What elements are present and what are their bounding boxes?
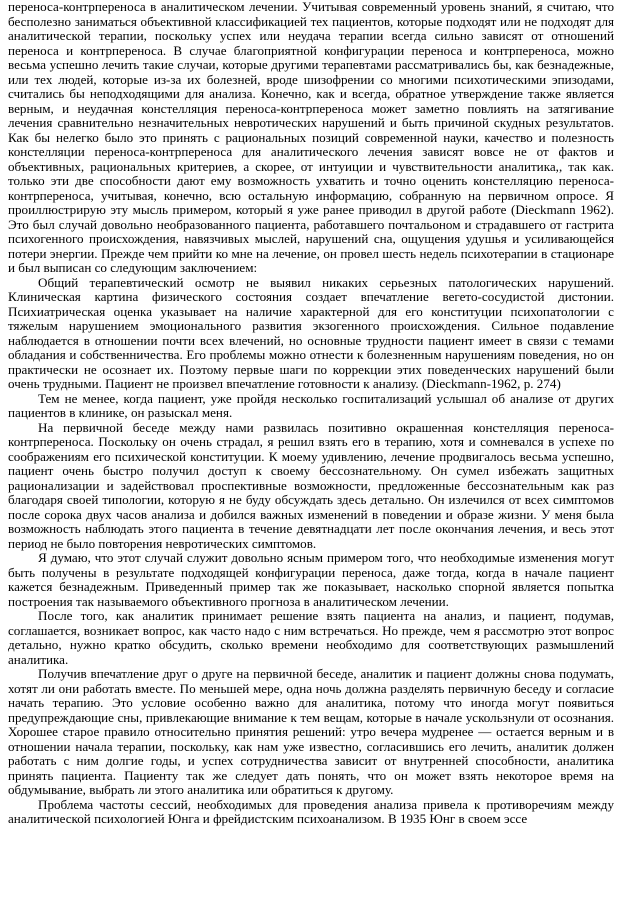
- paragraph-reflection-time: Получив впечатление друг о друге на первичной беседе, аналитик и пациент должны снова подумать, хотят ли они работать вместе. По меньшей мере, одна ночь должна разделять первичную беседу и согласие начать терапию. Это условие особенно важно для аналитика, потому что иногда могут появиться предупреждающие сны, привлекающие внимание к тем вещам, которые в начале ускользнули от осознания. Хорошее старое правило относительно принятия решений: утро вечера мудренее — остается верным и в отношении начала терапии, поскольку, как нам уже известно, согласившись его лечить, аналитик должен работать с ним долгие годы, и успех сотрудничества зависит от внутренней способности, аналитика принять пациента. Пациенту так же следует дать понять, что он может взять некоторое время на обдумывание, выбрать ли этого аналитика или обратиться к другому.: [8, 666, 614, 797]
- paragraph-example-conclusion: Я думаю, что этот случай служит довольно ясным примером того, что необходимые изменения могут быть получены в результате подходящей конфигурации переноса, даже тогда, когда в начале пациент кажется безнадежным. Приведенный пример так же показывает, насколько спорной является попытка построения так называемого объективного прогноза в аналитическом лечении.: [8, 550, 614, 609]
- paragraph-clinical-quote: Общий терапевтический осмотр не выявил никаких серьезных патологических нарушений. Клиническая картина физического состояния создает впечатление вегето-сосудистой дистонии. Психиатрическая оценка указывает на наличие характерной для его конституции психопатологии с тяжелым нарушением эмоционального развития экзогенного происхождения. Сильное подавление наблюдается в отношении почти всех влечений, но основные трудности пациент имеет в связи с темами обладания и собственничества. Его проблемы можно отнести к болезненным нарушениям поведения, но он практически не осознает их. Поэтому первые шаги по коррекции этих поведенческих нарушений были очень трудными. Пациент не произвел впечатление готовности к анализу. (Dieckmann-1962, р. 274): [8, 274, 614, 391]
- paragraph-transference-intro: переноса-контрпереноса в аналитическом лечении. Учитывая современный уровень знаний, я считаю, что бесполезно заниматься объективной классификацией тех пациентов, которые подходят или не подходят для аналитической терапии, поскольку успех или неудача терапии всегда сильно зависят от отношений переноса и контрпереноса. В случае благоприятной конфигурации переноса и контрпереноса, можно весьма успешно лечить такие случаи, которые другими терапевтами рассматривались бы, как безнадежные, или тех людей, которые из-за их болезней, вроде шизофрении со многими психотическими эпизодами, считались бы неподходящими для анализа. Конечно, как и всегда, обратное утверждение также является верным, и неудачная констелляция переноса-контрпереноса может заметно повлиять на затягивание лечения сравнительно незначительных невротических нарушений и быть причиной скудных результатов. Как бы нелегко было это принять с рациональных позиций современной науки, качество и полезность констелляции переноса-контрпереноса для аналитического лечения зависят вовсе не от фактов и объективных, рациональных критериев, а скорее, от интуиции и чувствительности аналитика,, так как. только эти две способности дают ему возможность ухватить и точно оценить констелляцию переноса-контрпереноса, учитывая, конечно, всю остальную информацию, собранную на первичном опросе. Я проиллюстрирую эту мысль примером, который я уже ранее приводил в другой работе (Dieckmann 1962). Это был случай довольно необразованного пациента, работавшего почтальоном и страдавшего от гастрита психогенного происхождения, навязчивых мыслей, нарушений сна, ощущения удушья и усиливающейся потери энергии. Прежде чем прийти ко мне на лечение, он провел шесть недель психотерапии в стационаре и был выписан со следующим заключением:: [8, 0, 614, 275]
- paragraph-session-frequency-question: После того, как аналитик принимает решение взять пациента на анализ, и пациент, подумав, соглашается, возникает вопрос, как часто надо с ним встречаться. Но прежде, чем я рассмотрю этот вопрос детально, нужно кратко обсудить, сколько времени необходимо для соответствующих размышлений аналитика.: [8, 608, 614, 667]
- paragraph-patient-sought: Тем не менее, когда пациент, уже пройдя несколько госпитализаций услышал об анализе от других пациентов в клинике, он разыскал меня.: [8, 390, 614, 420]
- paragraph-jung-freud: Проблема частоты сессий, необходимых для проведения анализа привела к противоречиям между аналитической психологией Юнга и фрейдистским психоанализом. В 1935 Юнг в своем эссе: [8, 796, 614, 826]
- paragraph-first-session: На первичной беседе между нами развилась позитивно окрашенная констелляция переноса-контрпереноса. Поскольку он очень страдал, я решил взять его в терапию, хотя и сомневался в успехе по соображениям его психической конституции. К моему удивлению, лечение продвигалось весьма успешно, пациент очень быстро получил доступ к своему бессознательному. Он сумел избежать защитных рационализации и задействовал проспективные возможности, предложенные бессознательным как раз благодаря своей типологии, которую я не буду обсуждать здесь детально. Он излечился от всех симптомов после сорока двух часов анализа и добился важных изменений в поведении и образе жизни. У меня была возможность наблюдать этого пациента в течение девятнадцати лет после окончания лечения, и весь этот период не было повторения невротических симптомов.: [8, 419, 614, 551]
